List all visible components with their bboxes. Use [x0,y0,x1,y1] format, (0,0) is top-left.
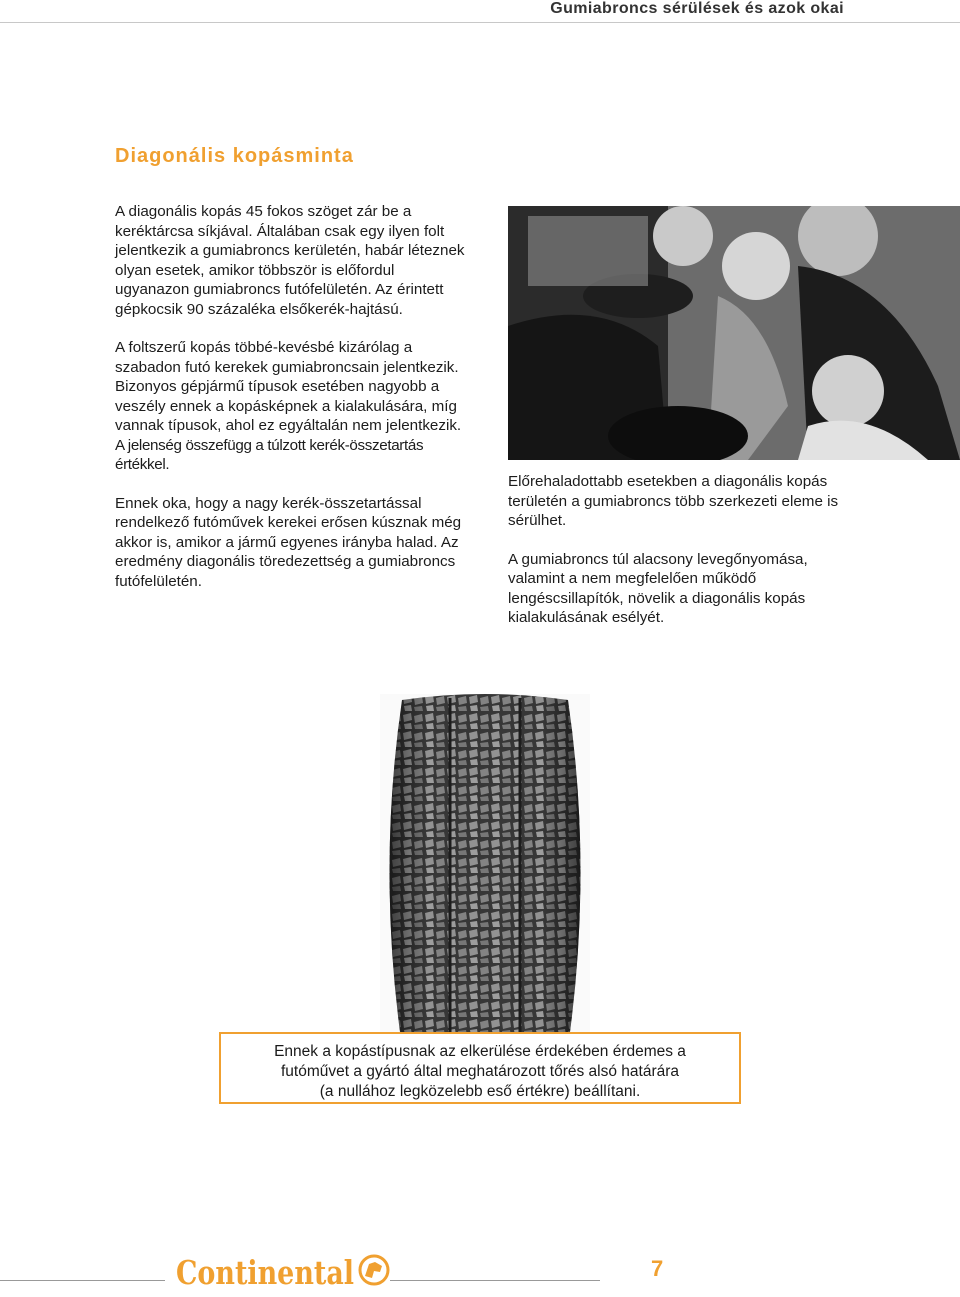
running-header-title: Gumiabroncs sérülések és azok okai [550,0,844,17]
footer-rule-right [390,1280,600,1281]
paragraph-spot-wear [115,338,465,475]
paragraph-intro: A diagonális kopás 45 fokos szöget zár be a keréktárcsa síkjával. Általában csak egy ilyen folt jelentkezik a gumiabroncs kerületén, habár léteznek olyan esetek, amikor többször is előfordul ugyanazon gumiabroncs futófelületén. Az érintett gépkocsik 90 százaléka elsőkerék-hajtású. [115,203,465,318]
paragraph-advanced-cases: Előrehaladottabb esetekben a diagonális kopás területén a gumiabroncs több szerkezeti eleme is sérülhet. [508,473,839,529]
tire-tread-art [380,694,590,1034]
paragraph-toe-in-note: A jelenség összefügg a túlzott kerék-összetartás értékkel. [115,436,424,473]
tire-tread-photo [380,694,590,1034]
callout-line-2: futóművet a gyártó által meghatározott tőrés alsó határára [280,1063,680,1080]
svg-text:Continental: Continental [176,1253,354,1292]
advice-callout-box [219,1032,741,1104]
left-column [115,202,465,610]
paragraph-spot-wear-text: A foltszerű kopás többé-kevésbé kizárólag a szabadon futó kerekek gumiabroncsain jelentkezik. Bizonyos gépjármű típusok esetében nagyobb a veszély ennek a kopásképnek a kialakulására, míg vannak típusok, ahol ez egyáltalán nem jelentkezik. [115,339,462,434]
paragraph-cause: Ennek oka, hogy a nagy kerék-összetartással rendelkező futóművek kerekei erősen kúsznak még akkor is, amikor a jármű egyenes irányba halad. Az eredmény diagonális töredezettség a gumiabroncs futófelületén. [115,494,462,590]
section-heading: Diagonális kopásminta [115,145,354,167]
right-column [508,472,853,647]
paragraph-risk-factors: A gumiabroncs túl alacsony levegőnyomása, valamint a nem megfelelően működő lengéscsillapítók, növelik a diagonális kopás kialakulásának esélyét. [508,550,808,626]
continental-logo [176,1252,390,1292]
car-family-photo-art [508,206,960,460]
continental-horse-logo-icon [176,1252,390,1292]
footer-rule-left [0,1280,165,1281]
callout-line-3: (a nullához legközelebb eső értékre) beállítani. [319,1083,641,1100]
page-number: 7 [651,1256,664,1281]
callout-line-1: Ennek a kopástípusnak az elkerülése érdekében érdemes a [274,1043,686,1060]
car-family-photo [508,206,960,460]
